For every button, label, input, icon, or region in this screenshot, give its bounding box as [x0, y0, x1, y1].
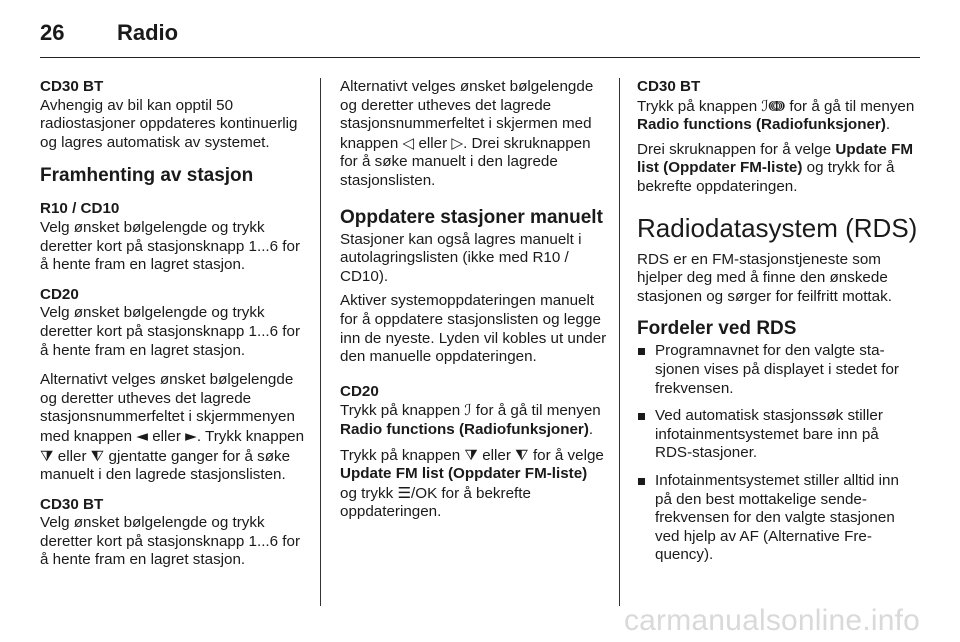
column-1 [40, 78, 310, 581]
rds-benefits-list [637, 342, 920, 565]
section-heading-rds: Radiodatasystem (RDS) [637, 212, 918, 243]
paragraph-system-update: Aktiver systemoppdateringen manuelt for å oppdatere stasjonslisten og legge inn de nyeste. Lyden vil kobles ut under den manuelle oppdateringen. [340, 292, 607, 366]
seek-down-icon: ⧩ [40, 446, 54, 465]
list-item: Infotainmentsystemet stiller alltid inn på den best mottakelige sendefrekvensen for den valgte stasjonen ved hjelp av AF (Alternative Frequency). [637, 472, 920, 565]
column-divider-1 [320, 78, 321, 606]
header-divider [40, 57, 920, 58]
right-arrow-icon: ► [185, 426, 197, 445]
paragraph-cd20-menu: Trykk på knappen ℐ for å gå til menyen Radio functions (Radiofunksjoner). [340, 401, 601, 438]
subheading-cd30bt-3: CD30 BT [637, 78, 701, 95]
bullet-square-icon [638, 348, 645, 355]
paragraph-cd20: Velg ønsket bølgelengde og trykk deretter kort på stasjonsknapp 1...6 for å hente fram en lagret stasjon. [40, 304, 301, 359]
paragraph-r10: Velg ønsket bølgelengde og trykk deretter kort på stasjonsknapp 1...6 for å hente fram en lagret stasjon. [40, 218, 301, 274]
bullet-square-icon [638, 478, 645, 485]
column-divider-2 [619, 78, 620, 606]
paragraph-alternative: Alternativt velges ønsket bølgelengde og deretter utheves det lagrede stasjonsnummerfeltet i skjermmenyen med knappen ◄ eller ►. Trykk knappen ⧩ eller ⧨ gjentatte ganger for å søke manuelt i den lagrede stasjonslisten. [40, 371, 305, 484]
column-2 [340, 78, 608, 533]
list-item: Ved automatisk stasjonssøk stiller infotainmentsystemet bare inn på RDS-stasjoner. [637, 407, 920, 463]
subheading-r10-cd10: R10 / CD10 [40, 200, 120, 218]
section-heading-recall: Framhenting av stasjon [40, 165, 254, 187]
page-number: 26 [40, 20, 65, 45]
section-heading-rds-benefits: Fordeler ved RDS [637, 318, 797, 340]
page-title: Radio [117, 20, 179, 45]
paragraph-rds-intro: RDS er en FM-stasjonstjeneste som hjelper deg med å finne den ønskede stasjonen og sørger for feilfritt mottak. [637, 250, 892, 305]
menu-button-icon: ☰ [397, 483, 412, 502]
info-button-icon: ℐↈ [761, 96, 786, 115]
left-triangle-icon: ◁ [402, 133, 415, 152]
right-triangle-icon: ▷ [451, 133, 464, 152]
subheading-cd30bt: CD30 BT [40, 78, 104, 95]
list-item: Programnavnet for den valgte stasjonen vises på displayet i stedet for frekvensen. [637, 342, 920, 398]
paragraph-alternative-2: Alternativt velges ønsket bølgelengde og deretter utheves det lagrede stasjonsnummerfeltet i skjermen med knappen ◁ eller ▷. Drei skruknappen for å søke manuelt i den lagrede stasjonslisten. [340, 78, 594, 189]
info-button-icon: ℐ [464, 401, 472, 420]
seek-up-icon: ⧨ [90, 446, 105, 465]
seek-down-icon: ⧩ [464, 445, 478, 464]
paragraph-autostore: Avhengig av bil kan opptil 50 radiostasjoner oppdateres kontinuerlig og lagres automatisk av systemet. [40, 96, 298, 151]
paragraph-cd20-update: Trykk på knappen ⧩ eller ⧨ for å velge Update FM list (Oppdater FM-liste) og trykk ☰/OK for å bekrefte oppdateringen. [340, 445, 604, 521]
paragraph-cd30-menu: Trykk på knappen ℐↈ for å gå til menyen Radio functions (Radiofunksjoner). [637, 96, 915, 134]
subheading-cd20-2: CD20 [340, 382, 379, 400]
column-3 [637, 78, 920, 574]
paragraph-cd30-update: Drei skruknappen for å velge Update FM list (Oppdater FM-liste) og trykk for å bekrefte oppdateringen. [637, 140, 914, 195]
section-heading-manual-update: Oppdatere stasjoner manuelt [340, 206, 603, 228]
paragraph-cd30bt: Velg ønsket bølgelengde og trykk deretter kort på stasjonsknapp 1...6 for å hente fram en lagret stasjon. [40, 514, 301, 569]
subheading-cd20: CD20 [40, 285, 79, 303]
paragraph-manual-store: Stasjoner kan også lagres manuelt i autolagringslisten (ikke med R10 / CD10). [340, 230, 582, 285]
left-arrow-icon: ◄ [136, 426, 148, 445]
subheading-cd30bt-2: CD30 BT [40, 495, 104, 513]
bullet-square-icon [638, 413, 645, 420]
seek-up-icon: ⧨ [515, 445, 529, 464]
watermark-text: carmanualsonline.info [623, 604, 920, 637]
